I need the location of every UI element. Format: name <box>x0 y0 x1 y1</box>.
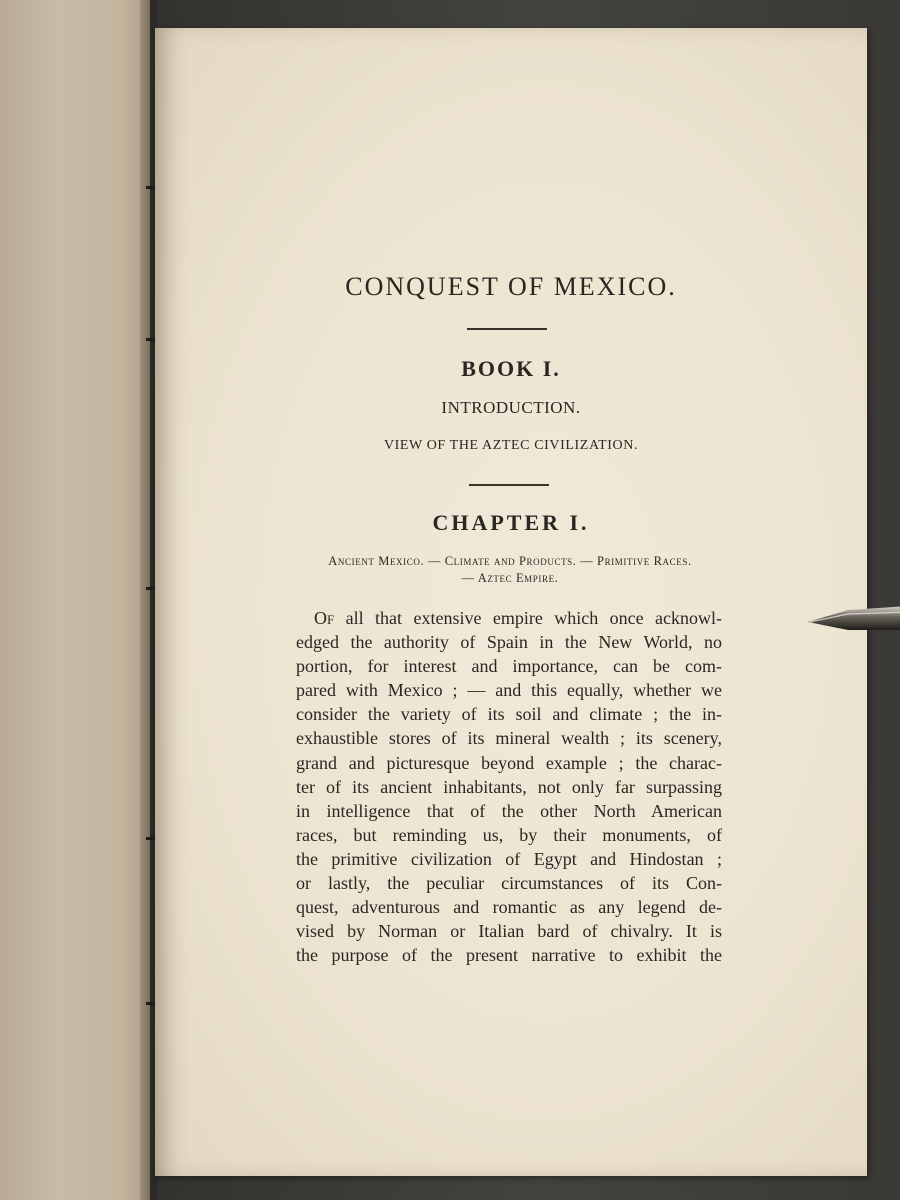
text-line: or lastly, the peculiar circumstances of its Con- <box>296 873 722 894</box>
text-line: the purpose of the present narrative to exhibit the <box>296 945 722 966</box>
text-line: grand and picturesque beyond example ; the charac- <box>296 752 722 773</box>
page-content <box>155 28 867 1176</box>
summary-line: Ancient Mexico. — Climate and Products. — Primitive Races. <box>328 554 692 568</box>
chapter-heading: CHAPTER I. <box>432 510 590 535</box>
text-line <box>296 606 722 630</box>
page-title: CONQUEST OF MEXICO. <box>345 272 677 301</box>
text-line: pared with Mexico ; — and this equally, whether we <box>296 680 722 701</box>
left-page <box>0 0 152 1200</box>
text-line-content: all that extensive empire which once acknowl- <box>345 608 723 628</box>
text-line: quest, adventurous and romantic as any legend de- <box>296 897 722 918</box>
book-heading: BOOK I. <box>461 356 561 381</box>
title-rule <box>467 328 547 330</box>
text-line: portion, for interest and importance, can be com- <box>296 656 722 677</box>
text-line: ter of its ancient inhabitants, not only far surpassing <box>296 776 722 797</box>
right-page <box>155 28 867 1176</box>
first-word: Of <box>314 608 335 628</box>
summary-line: — Aztec Empire. <box>461 571 559 585</box>
text-line: exhaustible stores of its mineral wealth ; its scenery, <box>296 728 722 749</box>
text-line: vised by Norman or Italian bard of chivalry. It is <box>296 921 722 942</box>
chapter-rule <box>469 484 549 486</box>
chapter-summary <box>295 553 725 587</box>
body-paragraph <box>296 606 722 967</box>
text-line: races, but reminding us, by their monuments, of <box>296 824 722 845</box>
text-line: the primitive civilization of Egypt and Hindostan ; <box>296 848 722 869</box>
section-heading: INTRODUCTION. <box>441 398 581 417</box>
text-line: edged the authority of Spain in the New World, no <box>296 632 722 653</box>
text-line: consider the variety of its soil and climate ; the in- <box>296 704 722 725</box>
pen-tip-pointer <box>808 603 900 633</box>
subsection-heading: VIEW OF THE AZTEC CIVILIZATION. <box>383 438 639 453</box>
text-line: in intelligence that of the other North American <box>296 800 722 821</box>
